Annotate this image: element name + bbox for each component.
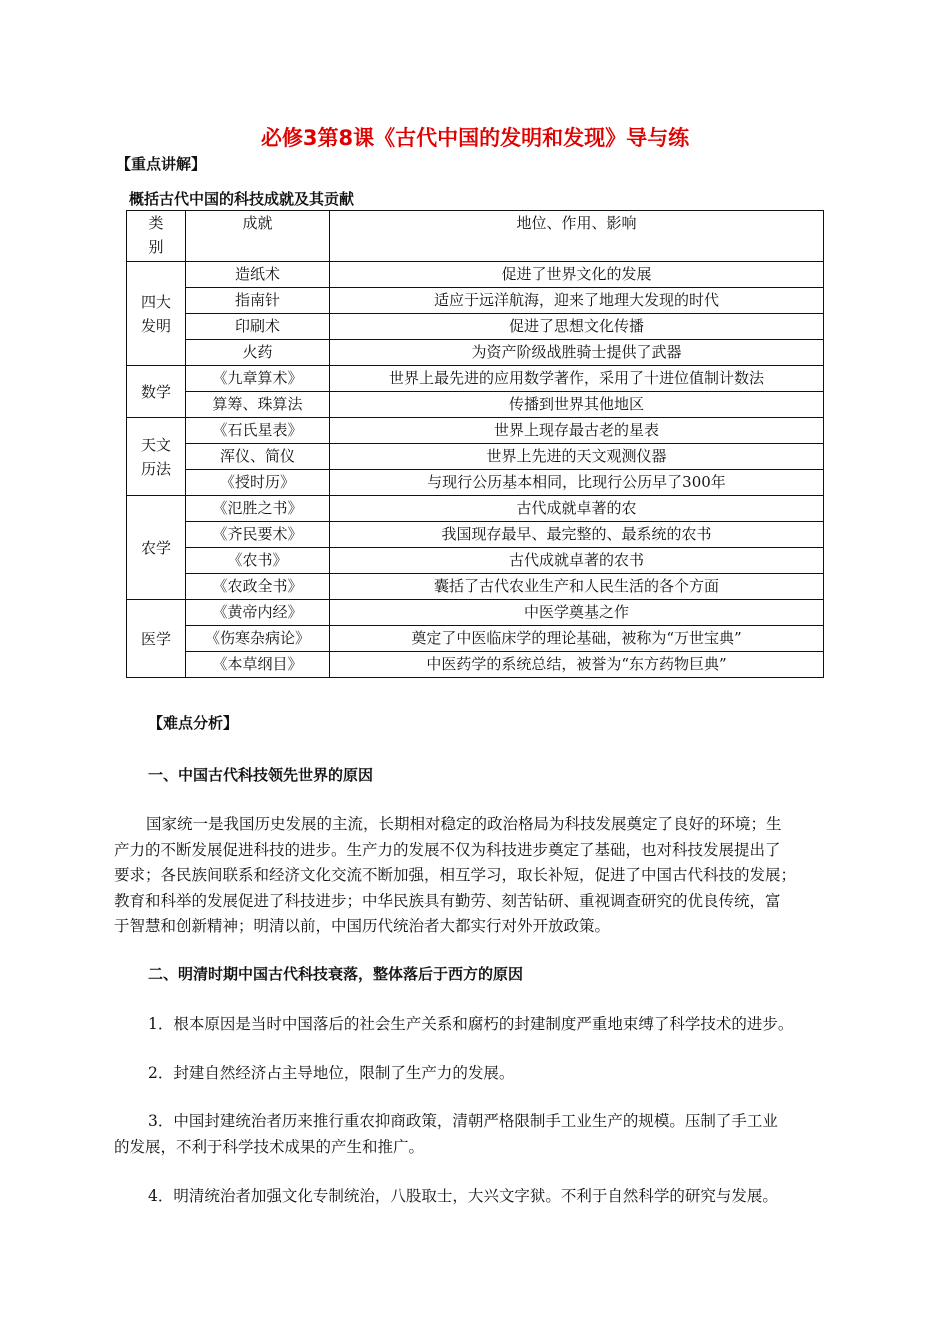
reasons-decline-heading: 二、明清时期中国古代科技衰落，整体落后于西方的原因 bbox=[148, 965, 524, 983]
table-row bbox=[127, 340, 824, 366]
table-row bbox=[127, 366, 824, 392]
table-row bbox=[127, 496, 824, 522]
table-row bbox=[127, 600, 824, 626]
reason-item: 1．根本原因是当时中国落后的社会生产关系和腐朽的封建制度严重地束缚了科学技术的进步。 bbox=[148, 1015, 794, 1033]
achievement-cell: 《授时历》 bbox=[186, 470, 330, 496]
reason-item: 4．明清统治者加强文化专制统治，八股取士，大兴文字狱。不利于自然科学的研究与发展。 bbox=[148, 1187, 778, 1205]
header-impact: 地位、作用、影响 bbox=[330, 211, 824, 262]
impact-cell: 我国现存最早、最完整的、最系统的农书 bbox=[330, 522, 824, 548]
table-row bbox=[127, 626, 824, 652]
table-row bbox=[127, 288, 824, 314]
category-cell bbox=[127, 496, 186, 600]
header-achievement: 成就 bbox=[186, 211, 330, 262]
table-row bbox=[127, 418, 824, 444]
reason-item-continuation: 的发展，不利于科学技术成果的产生和推广。 bbox=[114, 1138, 425, 1156]
achievement-cell: 《石氏星表》 bbox=[186, 418, 330, 444]
category-label: 历法 bbox=[140, 459, 171, 478]
table-row bbox=[127, 314, 824, 340]
achievement-cell: 指南针 bbox=[186, 288, 330, 314]
achievement-cell: 造纸术 bbox=[186, 262, 330, 288]
table-row bbox=[127, 548, 824, 574]
reason-item: 3．中国封建统治者历来推行重农抑商政策，清朝严格限制手工业生产的规模。压制了手工业 bbox=[148, 1112, 778, 1130]
reason-item: 2．封建自然经济占主导地位，限制了生产力的发展。 bbox=[148, 1064, 515, 1082]
impact-cell: 中医学奠基之作 bbox=[330, 600, 824, 626]
impact-cell: 适应于远洋航海，迎来了地理大发现的时代 bbox=[330, 288, 824, 314]
achievement-cell: 《齐民要术》 bbox=[186, 522, 330, 548]
achievement-cell: 《农书》 bbox=[186, 548, 330, 574]
impact-cell: 促进了世界文化的发展 bbox=[330, 262, 824, 288]
paragraph-line: 于智慧和创新精神；明清以前，中国历代统治者大都实行对外开放政策。 bbox=[114, 917, 611, 936]
document-title: 必修3第8课《古代中国的发明和发现》导与练 bbox=[260, 126, 690, 150]
impact-cell: 世界上最先进的应用数学著作，采用了十进位值制计数法 bbox=[330, 366, 824, 392]
header-category-line: 类 bbox=[148, 214, 164, 232]
section-difficulty-heading: 【难点分析】 bbox=[148, 714, 239, 732]
header-category-line: 别 bbox=[148, 238, 164, 256]
achievement-cell: 浑仪、简仪 bbox=[186, 444, 330, 470]
achievement-cell: 《伤寒杂病论》 bbox=[186, 626, 330, 652]
achievement-cell: 算筹、珠算法 bbox=[186, 392, 330, 418]
table-row bbox=[127, 262, 824, 288]
impact-cell: 奠定了中医临床学的理论基础，被称为“万世宝典” bbox=[330, 626, 824, 652]
achievements-table bbox=[126, 210, 824, 678]
category-cell bbox=[127, 418, 186, 496]
table-row bbox=[127, 444, 824, 470]
reasons-leading-paragraph bbox=[114, 812, 834, 940]
impact-cell: 世界上现存最古老的星表 bbox=[330, 418, 824, 444]
reasons-leading-heading: 一、中国古代科技领先世界的原因 bbox=[148, 766, 374, 784]
impact-cell: 古代成就卓著的农书 bbox=[330, 548, 824, 574]
table-row bbox=[127, 392, 824, 418]
impact-cell: 囊括了古代农业生产和人民生活的各个方面 bbox=[330, 574, 824, 600]
paragraph-line: 要求；各民族间联系和经济文化交流不断加强，相互学习，取长补短，促进了中国古代科技的发展； bbox=[114, 866, 797, 885]
table-row bbox=[127, 470, 824, 496]
impact-cell: 与现行公历基本相同，比现行公历早了300年 bbox=[330, 470, 824, 496]
table-header-row bbox=[127, 211, 824, 262]
category-label: 医学 bbox=[140, 629, 171, 648]
category-label: 农学 bbox=[140, 538, 171, 557]
paragraph-line: 教育和科举的发展促进了科技进步；中华民族具有勤劳、刻苦钻研、重视调查研究的优良传统，富 bbox=[114, 891, 781, 910]
category-cell bbox=[127, 600, 186, 678]
section-key-points-heading: 【重点讲解】 bbox=[116, 155, 207, 173]
table-row bbox=[127, 574, 824, 600]
achievement-cell: 《农政全书》 bbox=[186, 574, 330, 600]
category-label: 四大 bbox=[140, 292, 171, 311]
category-cell bbox=[127, 262, 186, 366]
paragraph-line: 产力的不断发展促进科技的进步。生产力的发展不仅为科技进步奠定了基础，也对科技发展提出了 bbox=[114, 840, 781, 859]
category-label: 天文 bbox=[140, 435, 171, 454]
impact-cell: 世界上先进的天文观测仪器 bbox=[330, 444, 824, 470]
paragraph-line: 国家统一是我国历史发展的主流，长期相对稳定的政治格局为科技发展奠定了良好的环境；生 bbox=[146, 815, 782, 833]
impact-cell: 促进了思想文化传播 bbox=[330, 314, 824, 340]
achievement-cell: 《黄帝内经》 bbox=[186, 600, 330, 626]
table-row bbox=[127, 652, 824, 678]
achievement-cell: 火药 bbox=[186, 340, 330, 366]
impact-cell: 古代成就卓著的农 bbox=[330, 496, 824, 522]
impact-cell: 为资产阶级战胜骑士提供了武器 bbox=[330, 340, 824, 366]
achievement-cell: 《本草纲目》 bbox=[186, 652, 330, 678]
impact-cell: 传播到世界其他地区 bbox=[330, 392, 824, 418]
header-category bbox=[127, 211, 186, 262]
impact-cell: 中医药学的系统总结，被誉为“东方药物巨典” bbox=[330, 652, 824, 678]
table-caption: 概括古代中国的科技成就及其贡献 bbox=[129, 190, 355, 208]
category-cell bbox=[127, 366, 186, 418]
table-row bbox=[127, 522, 824, 548]
category-label: 发明 bbox=[140, 316, 171, 335]
achievement-cell: 印刷术 bbox=[186, 314, 330, 340]
category-label: 数学 bbox=[140, 382, 171, 401]
achievement-cell: 《九章算术》 bbox=[186, 366, 330, 392]
achievement-cell: 《氾胜之书》 bbox=[186, 496, 330, 522]
